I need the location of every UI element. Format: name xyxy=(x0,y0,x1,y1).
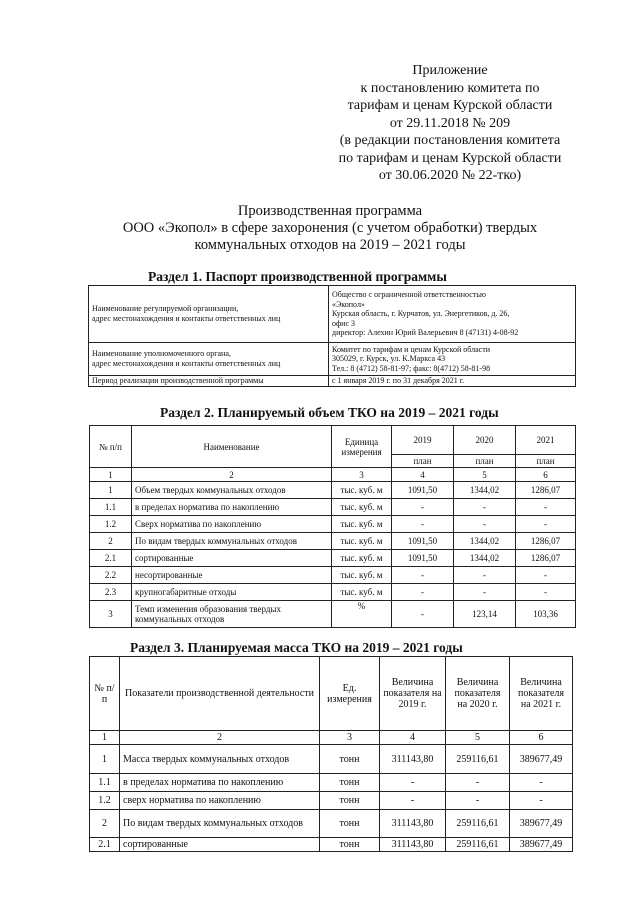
passport-label: Период реализации производственной программы xyxy=(89,376,329,387)
passport-label-line: Наименование уполномоченного органа, xyxy=(92,349,231,359)
passport-label xyxy=(89,343,329,376)
col-number: 1 xyxy=(90,468,132,482)
row-value: - xyxy=(454,584,516,601)
row-value: - xyxy=(510,792,573,810)
row-num: 2.3 xyxy=(90,584,132,601)
passport-value xyxy=(329,286,576,343)
row-value: - xyxy=(392,584,454,601)
table-row xyxy=(90,584,576,601)
row-value: 1344,02 xyxy=(454,482,516,499)
row-value: - xyxy=(380,792,446,810)
col-number: 1 xyxy=(90,731,120,745)
col-header-name: Показатели производственной деятельности xyxy=(120,657,320,731)
row-num: 2 xyxy=(90,533,132,550)
section1-heading: Раздел 1. Паспорт производственной программы xyxy=(148,269,447,284)
row-value: - xyxy=(510,774,573,792)
row-value: 1091,50 xyxy=(392,533,454,550)
table-row xyxy=(90,533,576,550)
passport-value: с 1 января 2019 г. по 31 декабря 2021 г. xyxy=(329,376,576,387)
passport-label-line: адрес местонахождения и контакты ответственных лиц xyxy=(92,359,281,368)
row-value: 1286,07 xyxy=(516,533,576,550)
col-header-unit: Единица измерения xyxy=(332,426,392,468)
row-unit: тыс. куб. м xyxy=(332,516,392,533)
col-header-year: Величина показателя на 2019 г. xyxy=(380,657,446,731)
row-value: 103,36 xyxy=(516,601,576,628)
table-row xyxy=(90,810,573,838)
row-value: - xyxy=(516,516,576,533)
table-row xyxy=(90,774,573,792)
passport-label-line: Наименование регулируемой организации, xyxy=(92,304,239,314)
passport-label-line: адрес местонахождения и контакты ответственных лиц xyxy=(92,314,281,323)
section2-heading: Раздел 2. Планируемый объем ТКО на 2019 – 2021 годы xyxy=(160,405,499,420)
mass-table xyxy=(89,656,573,852)
table-colnum-row xyxy=(90,468,576,482)
table-row xyxy=(89,376,576,387)
table-row xyxy=(89,343,576,376)
row-unit: тыс. куб. м xyxy=(332,482,392,499)
passport-table xyxy=(88,285,576,387)
row-name: Сверх норматива по накоплению xyxy=(132,516,332,533)
table-colnum-row xyxy=(90,731,573,745)
row-name: сортированные xyxy=(132,550,332,567)
col-number: 3 xyxy=(332,468,392,482)
volume-table xyxy=(89,425,576,628)
col-number: 5 xyxy=(446,731,510,745)
appendix-block xyxy=(300,62,600,185)
table-row xyxy=(90,516,576,533)
row-value: - xyxy=(446,792,510,810)
row-unit: тыс. куб. м xyxy=(332,499,392,516)
col-header-year: 2021 xyxy=(516,426,576,455)
appendix-line: от 30.06.2020 № 22-тко) xyxy=(378,168,522,183)
row-unit: тыс. куб. м xyxy=(332,533,392,550)
row-value: 259116,61 xyxy=(446,745,510,774)
col-number: 2 xyxy=(132,468,332,482)
appendix-line: тарифам и ценам Курской области xyxy=(347,98,553,113)
row-value: - xyxy=(392,516,454,533)
row-name: в пределах норматива по накоплению xyxy=(120,774,320,792)
passport-value xyxy=(329,343,576,376)
row-unit: % xyxy=(332,601,392,628)
col-number: 4 xyxy=(380,731,446,745)
row-unit: тонн xyxy=(320,745,380,774)
row-name: По видам твердых коммунальных отходов xyxy=(120,810,320,838)
row-value: - xyxy=(392,499,454,516)
row-value: - xyxy=(392,567,454,584)
program-title xyxy=(90,203,570,254)
row-name: сортированные xyxy=(120,838,320,852)
row-value: 311143,80 xyxy=(380,810,446,838)
row-value: 1091,50 xyxy=(392,482,454,499)
row-value: 1091,50 xyxy=(392,550,454,567)
col-header-plan: план xyxy=(516,455,576,468)
table-row xyxy=(90,482,576,499)
row-num: 2.1 xyxy=(90,838,120,852)
row-value: - xyxy=(516,499,576,516)
row-name: в пределах норматива по накоплению xyxy=(132,499,332,516)
passport-label xyxy=(89,286,329,343)
row-num: 3 xyxy=(90,601,132,628)
row-name: Темп изменения образования твердых коммунальных отходов xyxy=(132,601,332,628)
col-header-num: № п/п xyxy=(90,426,132,468)
program-title-line: Производственная программа xyxy=(237,203,423,219)
row-value: 1286,07 xyxy=(516,482,576,499)
row-value: 389677,49 xyxy=(510,810,573,838)
row-num: 1.1 xyxy=(90,499,132,516)
col-number: 3 xyxy=(320,731,380,745)
program-title-line: коммунальных отходов на 2019 – 2021 годы xyxy=(194,237,466,253)
table-row xyxy=(90,792,573,810)
row-unit: тыс. куб. м xyxy=(332,584,392,601)
passport-value-line: офис 3 xyxy=(332,318,356,328)
col-header-plan: план xyxy=(392,455,454,468)
row-value: 259116,61 xyxy=(446,810,510,838)
row-name: По видам твердых коммунальных отходов xyxy=(132,533,332,550)
row-value: - xyxy=(454,499,516,516)
row-name: сверх норматива по накоплению xyxy=(120,792,320,810)
row-num: 1.2 xyxy=(90,792,120,810)
col-number: 6 xyxy=(510,731,573,745)
row-num: 1.1 xyxy=(90,774,120,792)
row-name: несортированные xyxy=(132,567,332,584)
row-num: 2.2 xyxy=(90,567,132,584)
row-name: Объем твердых коммунальных отходов xyxy=(132,482,332,499)
row-num: 1 xyxy=(90,745,120,774)
row-value: - xyxy=(516,567,576,584)
row-value: - xyxy=(380,774,446,792)
table-header-row xyxy=(90,657,573,731)
row-unit: тонн xyxy=(320,774,380,792)
col-header-year: Величина показателя на 2021 г. xyxy=(510,657,573,731)
col-number: 6 xyxy=(516,468,576,482)
row-value: - xyxy=(454,567,516,584)
row-unit: тыс. куб. м xyxy=(332,550,392,567)
col-header-year: 2020 xyxy=(454,426,516,455)
appendix-line: от 29.11.2018 № 209 xyxy=(389,115,511,131)
table-row xyxy=(90,838,573,852)
row-value: - xyxy=(446,774,510,792)
passport-value-line: «Экопол» xyxy=(332,299,365,309)
row-value: 311143,80 xyxy=(380,745,446,774)
col-header-name: Наименование xyxy=(132,426,332,468)
table-row xyxy=(90,499,576,516)
row-value: 259116,61 xyxy=(446,838,510,852)
passport-value-line: директор: Алехин Юрий Валерьевич 8 (47131) 4-08-92 xyxy=(332,328,519,338)
row-value: - xyxy=(454,516,516,533)
row-num: 1.2 xyxy=(90,516,132,533)
table-row xyxy=(89,286,576,343)
row-unit: тыс. куб. м xyxy=(332,567,392,584)
row-value: 1286,07 xyxy=(516,550,576,567)
passport-value-line: Курская область, г. Курчатов, ул. Энергетиков, д. 26, xyxy=(332,309,510,319)
appendix-line: по тарифам и ценам Курской области xyxy=(338,150,562,166)
table-row xyxy=(90,567,576,584)
row-num: 2 xyxy=(90,810,120,838)
row-value: 389677,49 xyxy=(510,745,573,774)
row-name: крупногабаритные отходы xyxy=(132,584,332,601)
col-header-year: Величина показателя на 2020 г. xyxy=(446,657,510,731)
row-unit: тонн xyxy=(320,792,380,810)
passport-value-line: Общество с ограниченной ответственностью xyxy=(332,290,486,300)
row-value: 1344,02 xyxy=(454,550,516,567)
col-number: 2 xyxy=(120,731,320,745)
program-title-line: ООО «Экопол» в сфере захоронения (с учетом обработки) твердых xyxy=(122,220,538,236)
row-unit: тонн xyxy=(320,838,380,852)
appendix-line: Приложение xyxy=(412,63,488,78)
row-name: Масса твердых коммунальных отходов xyxy=(120,745,320,774)
col-number: 5 xyxy=(454,468,516,482)
section3-heading: Раздел 3. Планируемая масса ТКО на 2019 – 2021 годы xyxy=(130,640,463,655)
row-value: - xyxy=(516,584,576,601)
col-number: 4 xyxy=(392,468,454,482)
row-value: - xyxy=(392,601,454,628)
row-value: 1344,02 xyxy=(454,533,516,550)
row-unit: тонн xyxy=(320,810,380,838)
table-row xyxy=(90,745,573,774)
table-header-row xyxy=(90,426,576,455)
appendix-line: (в редакции постановления комитета xyxy=(339,133,561,148)
row-num: 2.1 xyxy=(90,550,132,567)
passport-value-line: 305029, г. Курск, ул. К.Маркса 43 xyxy=(332,354,446,364)
table-row xyxy=(90,550,576,567)
col-header-year: 2019 xyxy=(392,426,454,455)
col-header-num: № п/п xyxy=(90,657,120,731)
row-value: 389677,49 xyxy=(510,838,573,852)
col-header-plan: план xyxy=(454,455,516,468)
row-num: 1 xyxy=(90,482,132,499)
table-row xyxy=(90,601,576,628)
appendix-line: к постановлению комитета по xyxy=(360,80,540,96)
row-value: 123,14 xyxy=(454,601,516,628)
col-header-unit: Ед. измерения xyxy=(320,657,380,731)
passport-value-line: Комитет по тарифам и ценам Курской области xyxy=(332,344,490,354)
passport-value-line: Тел.: 8 (4712) 58-81-97; факс: 8(4712) 58-81-98 xyxy=(332,363,491,373)
row-value: 311143,80 xyxy=(380,838,446,852)
